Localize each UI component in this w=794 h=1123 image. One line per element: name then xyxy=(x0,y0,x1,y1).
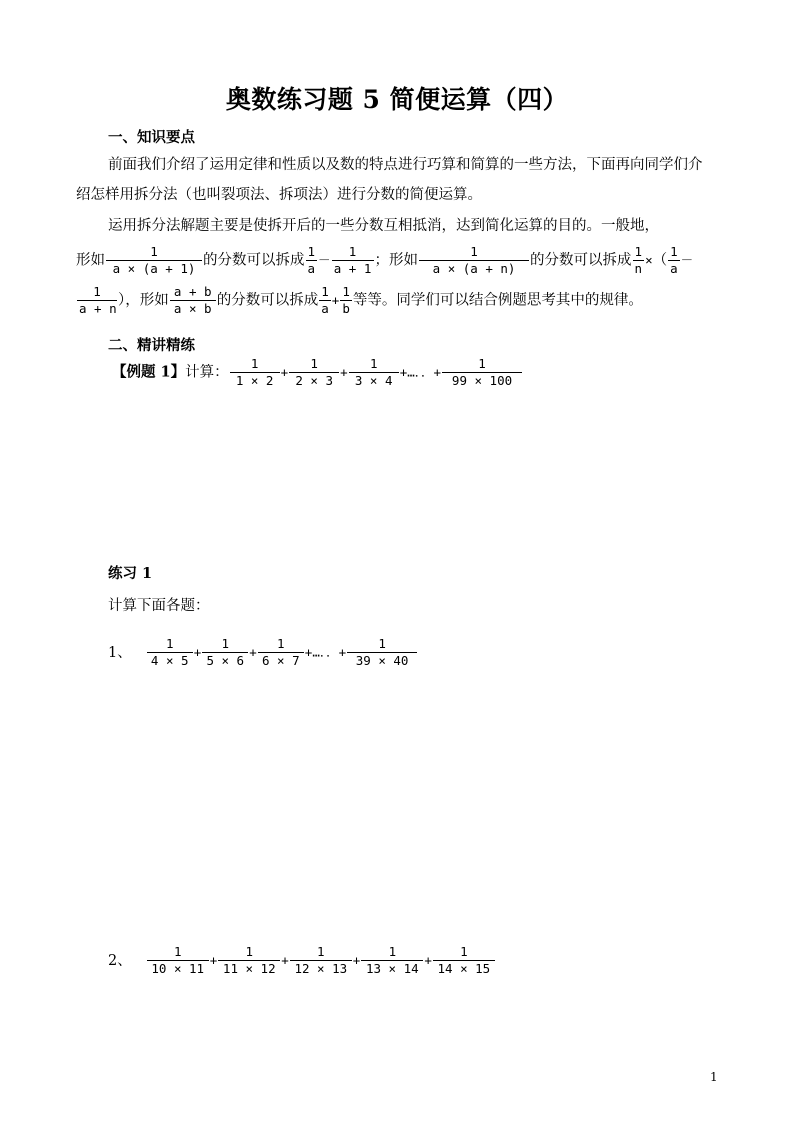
fraction: $\frac{1}{a + n}$ xyxy=(79,284,117,316)
fraction: $\frac{1}{a \times (a + 1)}$ xyxy=(106,244,202,277)
fraction: $\frac{1}{a}$ xyxy=(307,244,316,276)
rule-text: 的分数可以拆成 xyxy=(216,292,319,309)
example-1 xyxy=(112,356,523,389)
plus-sign: + xyxy=(193,644,202,660)
practice-question-1 xyxy=(108,636,418,669)
plus-sign: + xyxy=(280,364,289,380)
example-prefix: 计算： xyxy=(185,364,229,381)
page-title: 奥数练习题 5 简便运算（四） xyxy=(225,85,569,114)
ellipsis-plus: +…．．+ xyxy=(304,644,347,660)
plus-sign: + xyxy=(352,952,361,968)
fraction: $\frac{1}{6 \times 7}$ xyxy=(258,636,304,669)
fraction: $\frac{1}{99 \times 100}$ xyxy=(442,356,522,389)
rule-text: ），形如 xyxy=(118,292,169,309)
rule-text: 的分数可以拆成 xyxy=(530,252,632,269)
fraction: $\frac{1}{2 \times 3}$ xyxy=(289,356,339,389)
fraction: $\frac{1}{3 \times 4}$ xyxy=(349,356,399,389)
fraction: $\frac{1}{a + 1}$ xyxy=(332,244,374,277)
practice-instruction: 计算下面各题： xyxy=(108,598,210,614)
fraction: $\frac{a + b}{a \times b}$ xyxy=(170,284,216,317)
times-sign: × xyxy=(645,252,653,268)
page-number: 1 xyxy=(710,1070,718,1084)
section-heading-knowledge: 一、知识要点 xyxy=(108,129,195,146)
plus-sign: + xyxy=(340,364,348,380)
section-heading-practice: 二、精讲精练 xyxy=(108,337,195,354)
fraction: $\frac{1}{13 \times 14}$ xyxy=(361,944,423,977)
plus-sign: + xyxy=(424,952,432,968)
rule-text: 形如 xyxy=(76,252,105,269)
fraction: $\frac{1}{a \times (a + n)}$ xyxy=(419,244,529,277)
intro-paragraph-1: 前面我们介绍了运用定律和性质以及数的特点进行巧算和简算的一些方法，下面再向同学们介绍怎样用拆分法（也叫裂项法、拆项法）进行分数的简便运算。 xyxy=(76,157,703,203)
question-label: 1、 xyxy=(108,644,132,661)
plus-sign: + xyxy=(331,292,340,308)
plus-sign: + xyxy=(281,952,289,968)
practice-question-2 xyxy=(108,944,496,977)
practice-title: 练习 1 xyxy=(108,565,153,582)
paren: （ xyxy=(652,252,668,269)
rule-text: 等等。同学们可以结合例题思考其中的规律。 xyxy=(352,292,643,309)
fraction: $\frac{1}{4 \times 5}$ xyxy=(147,636,193,669)
fraction: $\frac{1}{a}$ xyxy=(670,244,678,276)
fraction: $\frac{1}{1 \times 2}$ xyxy=(230,356,280,389)
rule-text: ；形如 xyxy=(374,252,419,269)
rule-line-2 xyxy=(76,284,643,317)
minus-sign: － xyxy=(318,252,331,268)
fraction: $\frac{1}{10 \times 11}$ xyxy=(147,944,209,977)
fraction: $\frac{1}{14 \times 15}$ xyxy=(433,944,495,977)
minus-sign: － xyxy=(680,252,694,268)
fraction: $\frac{1}{5 \times 6}$ xyxy=(202,636,248,669)
fraction: $\frac{1}{n}$ xyxy=(634,244,643,276)
fraction: $\frac{1}{a}$ xyxy=(321,284,329,316)
question-label: 2、 xyxy=(108,952,132,969)
plus-sign: + xyxy=(209,952,218,968)
rule-text: 的分数可以拆成 xyxy=(203,252,305,269)
fraction: $\frac{1}{39 \times 40}$ xyxy=(347,636,417,669)
ellipsis-plus: +…．．+ xyxy=(399,364,442,380)
fraction: $\frac{1}{12 \times 13}$ xyxy=(290,944,352,977)
rule-line-1 xyxy=(76,244,693,277)
fraction: $\frac{1}{11 \times 12}$ xyxy=(218,944,280,977)
plus-sign: + xyxy=(249,644,257,660)
example-label: 【例题 1】 xyxy=(112,363,186,381)
fraction: $\frac{1}{b}$ xyxy=(342,284,350,316)
intro-paragraph-2: 运用拆分法解题主要是使拆开后的一些分数互相抵消，达到简化运算的目的。一般地， xyxy=(108,218,659,234)
